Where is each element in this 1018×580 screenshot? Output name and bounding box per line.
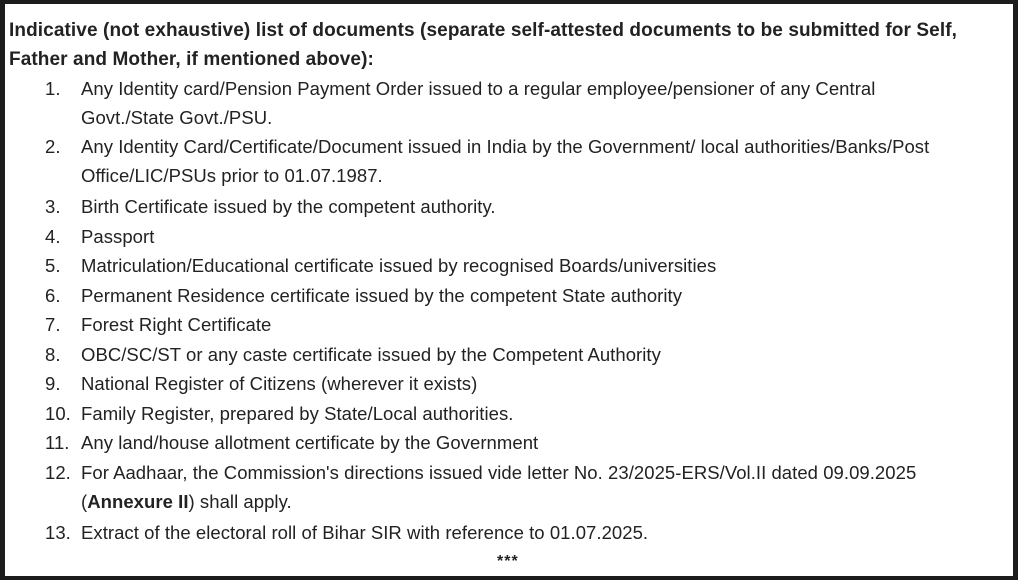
item-number: 8. — [45, 343, 61, 365]
item-text-part: For Aadhaar, the Commission's directions issued vide letter No. 23/2025-ERS/Vol.II dated 09.09.2025 ( — [81, 461, 917, 512]
list-item — [5, 399, 965, 429]
item-text: OBC/SC/ST or any caste certificate issued by the Competent Authority — [81, 343, 661, 365]
item-text: Permanent Residence certificate issued by the competent State authority — [81, 284, 683, 306]
continuation-marker: *** — [497, 553, 519, 570]
item-number: 2. — [45, 136, 61, 157]
item-number: 13. — [45, 521, 71, 543]
document-page — [5, 4, 1013, 576]
list-item — [5, 192, 965, 222]
item-number: 7. — [45, 314, 61, 335]
item-text: Matriculation/Educational certificate issued by recognised Boards/universities — [81, 255, 717, 276]
annexure-reference: Annexure II — [87, 490, 189, 512]
item-text: Any Identity Card/Certificate/Document issued in India by the Government/ local authorities/Banks/Post Office/LIC/PSUs prior to 01.07.1987. — [81, 136, 930, 186]
list-item — [5, 518, 965, 548]
item-text: Extract of the electoral roll of Bihar SIR with reference to 01.07.2025. — [81, 521, 649, 543]
document-list — [5, 74, 965, 547]
item-text: Any land/house allotment certificate by the Government — [81, 432, 539, 453]
list-item — [5, 281, 965, 311]
list-item — [5, 340, 965, 370]
list-item — [5, 251, 965, 281]
list-item — [5, 458, 965, 516]
item-number: 1. — [45, 78, 61, 99]
item-number: 5. — [45, 255, 61, 276]
item-number: 4. — [45, 225, 61, 247]
item-number: 10. — [45, 402, 71, 424]
item-number: 3. — [45, 196, 61, 217]
list-item — [5, 74, 965, 132]
item-number: 6. — [45, 284, 61, 306]
item-text: Forest Right Certificate — [81, 314, 272, 335]
list-item — [5, 132, 965, 190]
item-number: 12. — [45, 461, 71, 483]
item-text: Family Register, prepared by State/Local authorities. — [81, 402, 514, 424]
list-item — [5, 222, 965, 252]
list-item — [5, 428, 965, 458]
item-text: Passport — [81, 225, 155, 247]
list-item — [5, 369, 965, 399]
item-text: National Register of Citizens (wherever it exists) — [81, 373, 478, 394]
document-heading: Indicative (not exhaustive) list of documents (separate self-attested documents to be submitted for Self, Father and Mother, if mentioned above): — [9, 20, 958, 70]
item-text: Birth Certificate issued by the competent authority. — [81, 196, 496, 217]
item-number: 11. — [45, 432, 70, 453]
list-item — [5, 310, 965, 340]
item-text: Any Identity card/Pension Payment Order issued to a regular employee/pensioner of any Central Govt./State Govt./PSU. — [81, 78, 876, 128]
item-text-part: ) shall apply. — [188, 490, 292, 512]
item-text — [81, 458, 931, 516]
item-number: 9. — [45, 373, 61, 394]
